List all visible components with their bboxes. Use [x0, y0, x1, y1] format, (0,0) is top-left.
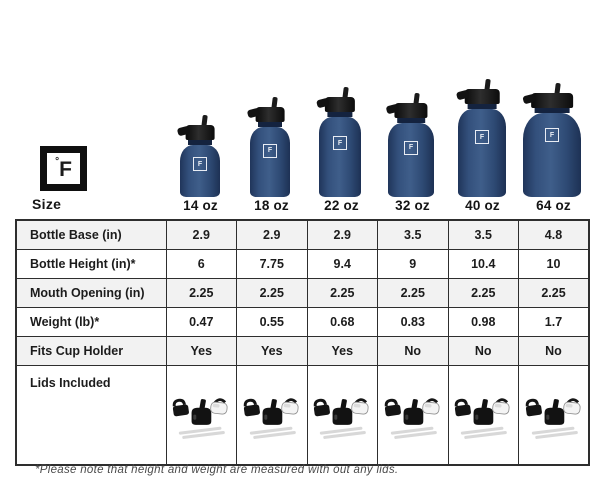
lids-image: [171, 390, 231, 446]
brand-logo: [40, 146, 87, 191]
bottle-logo: F: [404, 141, 418, 155]
cell-value: 2.9: [166, 220, 237, 250]
table-row: [16, 220, 589, 250]
cell-value: 7.75: [237, 250, 308, 279]
bottle-32oz: [388, 93, 434, 197]
row-label: Lids Included: [16, 366, 166, 466]
cell-value: 10: [519, 250, 590, 279]
table-row-lids: [16, 366, 589, 466]
bottle-40oz: [458, 79, 506, 197]
bottle-logo: F: [193, 157, 207, 171]
size-label-18oz: 18 oz: [254, 198, 289, 213]
lids-image: [453, 390, 513, 446]
cell-value: 10.4: [448, 250, 519, 279]
table-row: [16, 250, 589, 279]
bottle-body: [250, 127, 290, 197]
bottle-64oz: [523, 83, 581, 197]
cell-value: 2.25: [378, 279, 449, 308]
logo-degree: °: [55, 156, 60, 167]
size-label-64oz: 64 oz: [536, 198, 571, 213]
row-label: Bottle Height (in)*: [16, 250, 166, 279]
cell-value: 3.5: [448, 220, 519, 250]
bottle-14oz: [180, 115, 220, 197]
table-row: [16, 308, 589, 337]
cell-value: No: [519, 337, 590, 366]
cell-value: Yes: [307, 337, 378, 366]
cell-value: 9.4: [307, 250, 378, 279]
lids-image: [383, 390, 443, 446]
size-label-40oz: 40 oz: [465, 198, 500, 213]
cell-value: Yes: [166, 337, 237, 366]
lids-image: [524, 390, 584, 446]
lids-cell: [378, 366, 449, 466]
lids-cell: [519, 366, 590, 466]
cell-value: 0.55: [237, 308, 308, 337]
cell-value: 2.9: [237, 220, 308, 250]
cell-value: 0.47: [166, 308, 237, 337]
row-label: Bottle Base (in): [16, 220, 166, 250]
lid-icon: [465, 89, 500, 104]
row-label: Mouth Opening (in): [16, 279, 166, 308]
bottle-body: [458, 109, 506, 197]
bottle-body: [319, 117, 361, 197]
row-label: Weight (lb)*: [16, 308, 166, 337]
logo-letter: F: [59, 157, 72, 181]
cell-value: 4.8: [519, 220, 590, 250]
size-header-label: Size: [32, 196, 62, 212]
cell-value: 0.68: [307, 308, 378, 337]
lids-cell: [448, 366, 519, 466]
cell-value: 2.25: [166, 279, 237, 308]
cell-value: 2.25: [237, 279, 308, 308]
size-label-32oz: 32 oz: [395, 198, 430, 213]
size-label-14oz: 14 oz: [183, 198, 218, 213]
cell-value: 2.25: [448, 279, 519, 308]
size-label-22oz: 22 oz: [324, 198, 359, 213]
lid-icon: [325, 97, 355, 112]
bottle-body: [180, 145, 220, 197]
table-row: [16, 337, 589, 366]
cell-value: 2.9: [307, 220, 378, 250]
cell-value: 2.25: [307, 279, 378, 308]
lid-icon: [531, 93, 573, 108]
bottle-18oz: [250, 97, 290, 197]
bottle-body: [388, 123, 434, 197]
cell-value: Yes: [237, 337, 308, 366]
lids-image: [312, 390, 372, 446]
cell-value: No: [448, 337, 519, 366]
cell-value: 6: [166, 250, 237, 279]
lids-cell: [237, 366, 308, 466]
row-label: Fits Cup Holder: [16, 337, 166, 366]
cell-value: 2.25: [519, 279, 590, 308]
table-row: [16, 279, 589, 308]
lids-cell: [307, 366, 378, 466]
cell-value: 1.7: [519, 308, 590, 337]
bottle-22oz: [319, 87, 361, 197]
cell-value: 0.98: [448, 308, 519, 337]
lid-icon: [186, 125, 215, 140]
footnote: *Please note that height and weight are measured with out any lids.: [35, 464, 399, 476]
cell-value: 3.5: [378, 220, 449, 250]
bottle-body: [523, 113, 581, 197]
spec-table: [15, 219, 590, 466]
lid-icon: [394, 103, 427, 118]
bottle-logo: F: [333, 136, 347, 150]
lids-cell: [166, 366, 237, 466]
cell-value: 0.83: [378, 308, 449, 337]
bottle-logo: F: [475, 130, 489, 144]
bottle-logo: F: [263, 144, 277, 158]
cell-value: No: [378, 337, 449, 366]
lid-icon: [256, 107, 285, 122]
bottle-logo: F: [545, 128, 559, 142]
lids-image: [242, 390, 302, 446]
cell-value: 9: [378, 250, 449, 279]
